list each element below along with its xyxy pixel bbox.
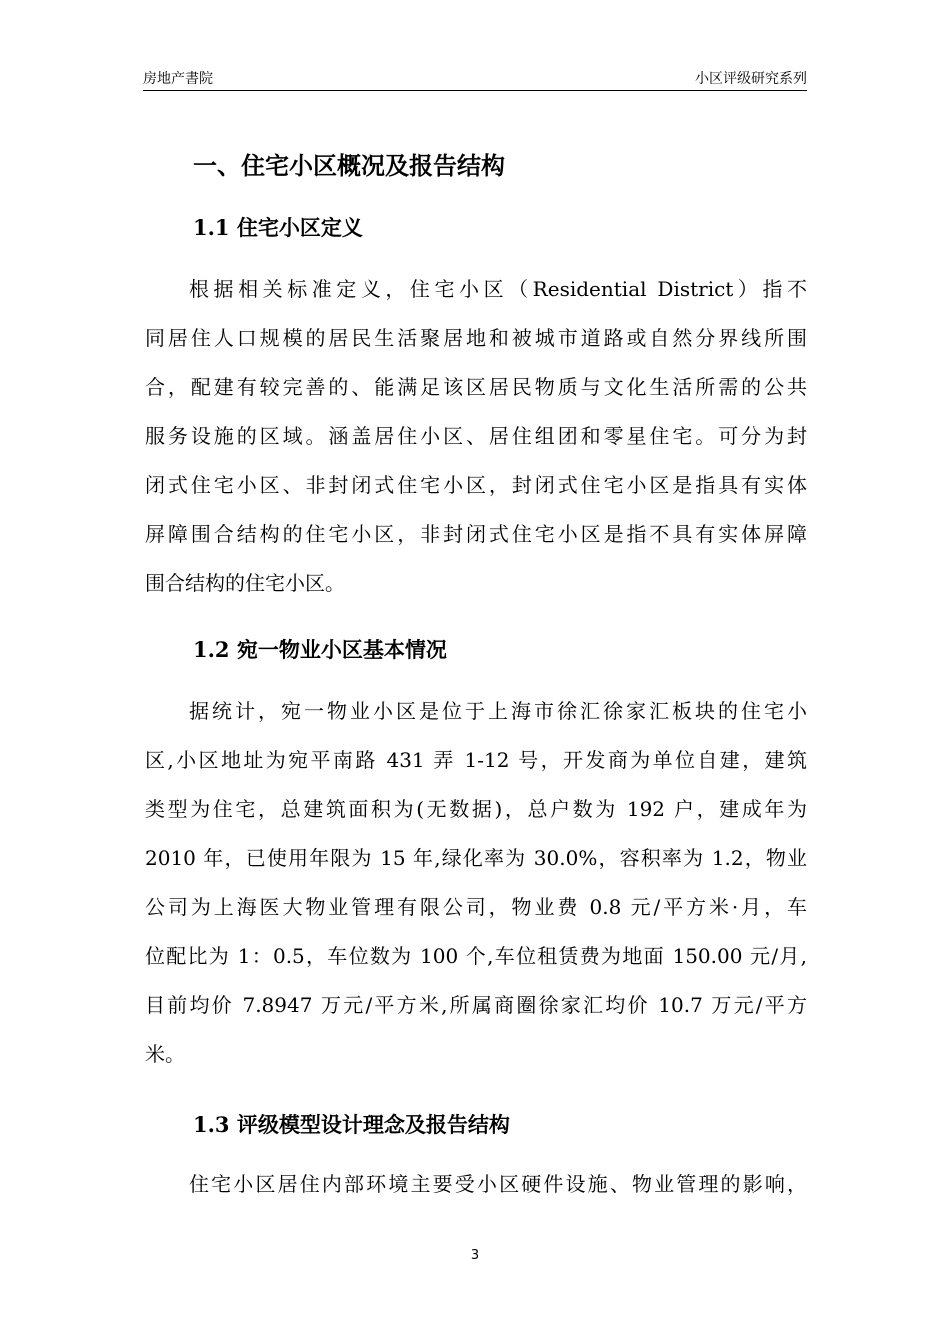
paragraph-line: 位配比为 1：0.5，车位数为 100 个,车位租赁费为地面 150.00 元/月, (145, 944, 807, 968)
header-series-title: 小区评级研究系列 (695, 71, 807, 87)
paragraph-line: 服务设施的区域。涵盖居住小区、居住组团和零星住宅。可分为封 (145, 424, 807, 448)
paragraph-line: 目前均价 7.8947 万元/平方米,所属商圈徐家汇均价 10.7 万元/平方 (145, 993, 807, 1017)
page-number: 3 (470, 1248, 480, 1263)
paragraph-line: 屏障围合结构的住宅小区，非封闭式住宅小区是指不具有实体屏障 (145, 522, 807, 546)
paragraph-line: 据统计，宛一物业小区是位于上海市徐汇徐家汇板块的住宅小 (189, 699, 807, 723)
header-publisher: 房地产書院 (143, 71, 213, 87)
section-1-3-title: 1.3 评级模型设计理念及报告结构 (193, 1112, 510, 1137)
paragraph-line: 合，配建有较完善的、能满足该区居民物质与文化生活所需的公共 (145, 375, 807, 399)
paragraph-line: 区,小区地址为宛平南路 431 弄 1-12 号，开发商为单位自建，建筑 (145, 748, 807, 772)
paragraph-line: 住宅小区居住内部环境主要受小区硬件设施、物业管理的影响， (189, 1172, 807, 1196)
section-1-1-paragraph (145, 265, 807, 608)
paragraph-line: 根据相关标准定义，住宅小区（Residential District）指不 (189, 277, 807, 301)
paragraph-line: 类型为住宅，总建筑面积为(无数据)，总户数为 192 户，建成年为 (145, 797, 807, 821)
section-1-2-title: 1.2 宛一物业小区基本情况 (193, 637, 447, 662)
paragraph-line: 公司为上海医大物业管理有限公司，物业费 0.8 元/平方米·月，车 (145, 895, 807, 919)
paragraph-line: 米。 (145, 1042, 185, 1066)
page-header (143, 66, 807, 91)
section-1-3-paragraph (145, 1160, 807, 1209)
paragraph-line: 围合结构的住宅小区。 (145, 571, 345, 595)
paragraph-line: 同居住人口规模的居民生活聚居地和被城市道路或自然分界线所围 (145, 326, 807, 350)
chapter-heading: 一、住宅小区概况及报告结构 (193, 151, 505, 180)
paragraph-line: 闭式住宅小区、非封闭式住宅小区，封闭式住宅小区是指具有实体 (145, 473, 807, 497)
paragraph-line: 2010 年，已使用年限为 15 年,绿化率为 30.0%，容积率为 1.2，物业 (145, 846, 807, 870)
section-1-2-paragraph (145, 687, 807, 1079)
section-1-1-title: 1.1 住宅小区定义 (193, 215, 363, 240)
